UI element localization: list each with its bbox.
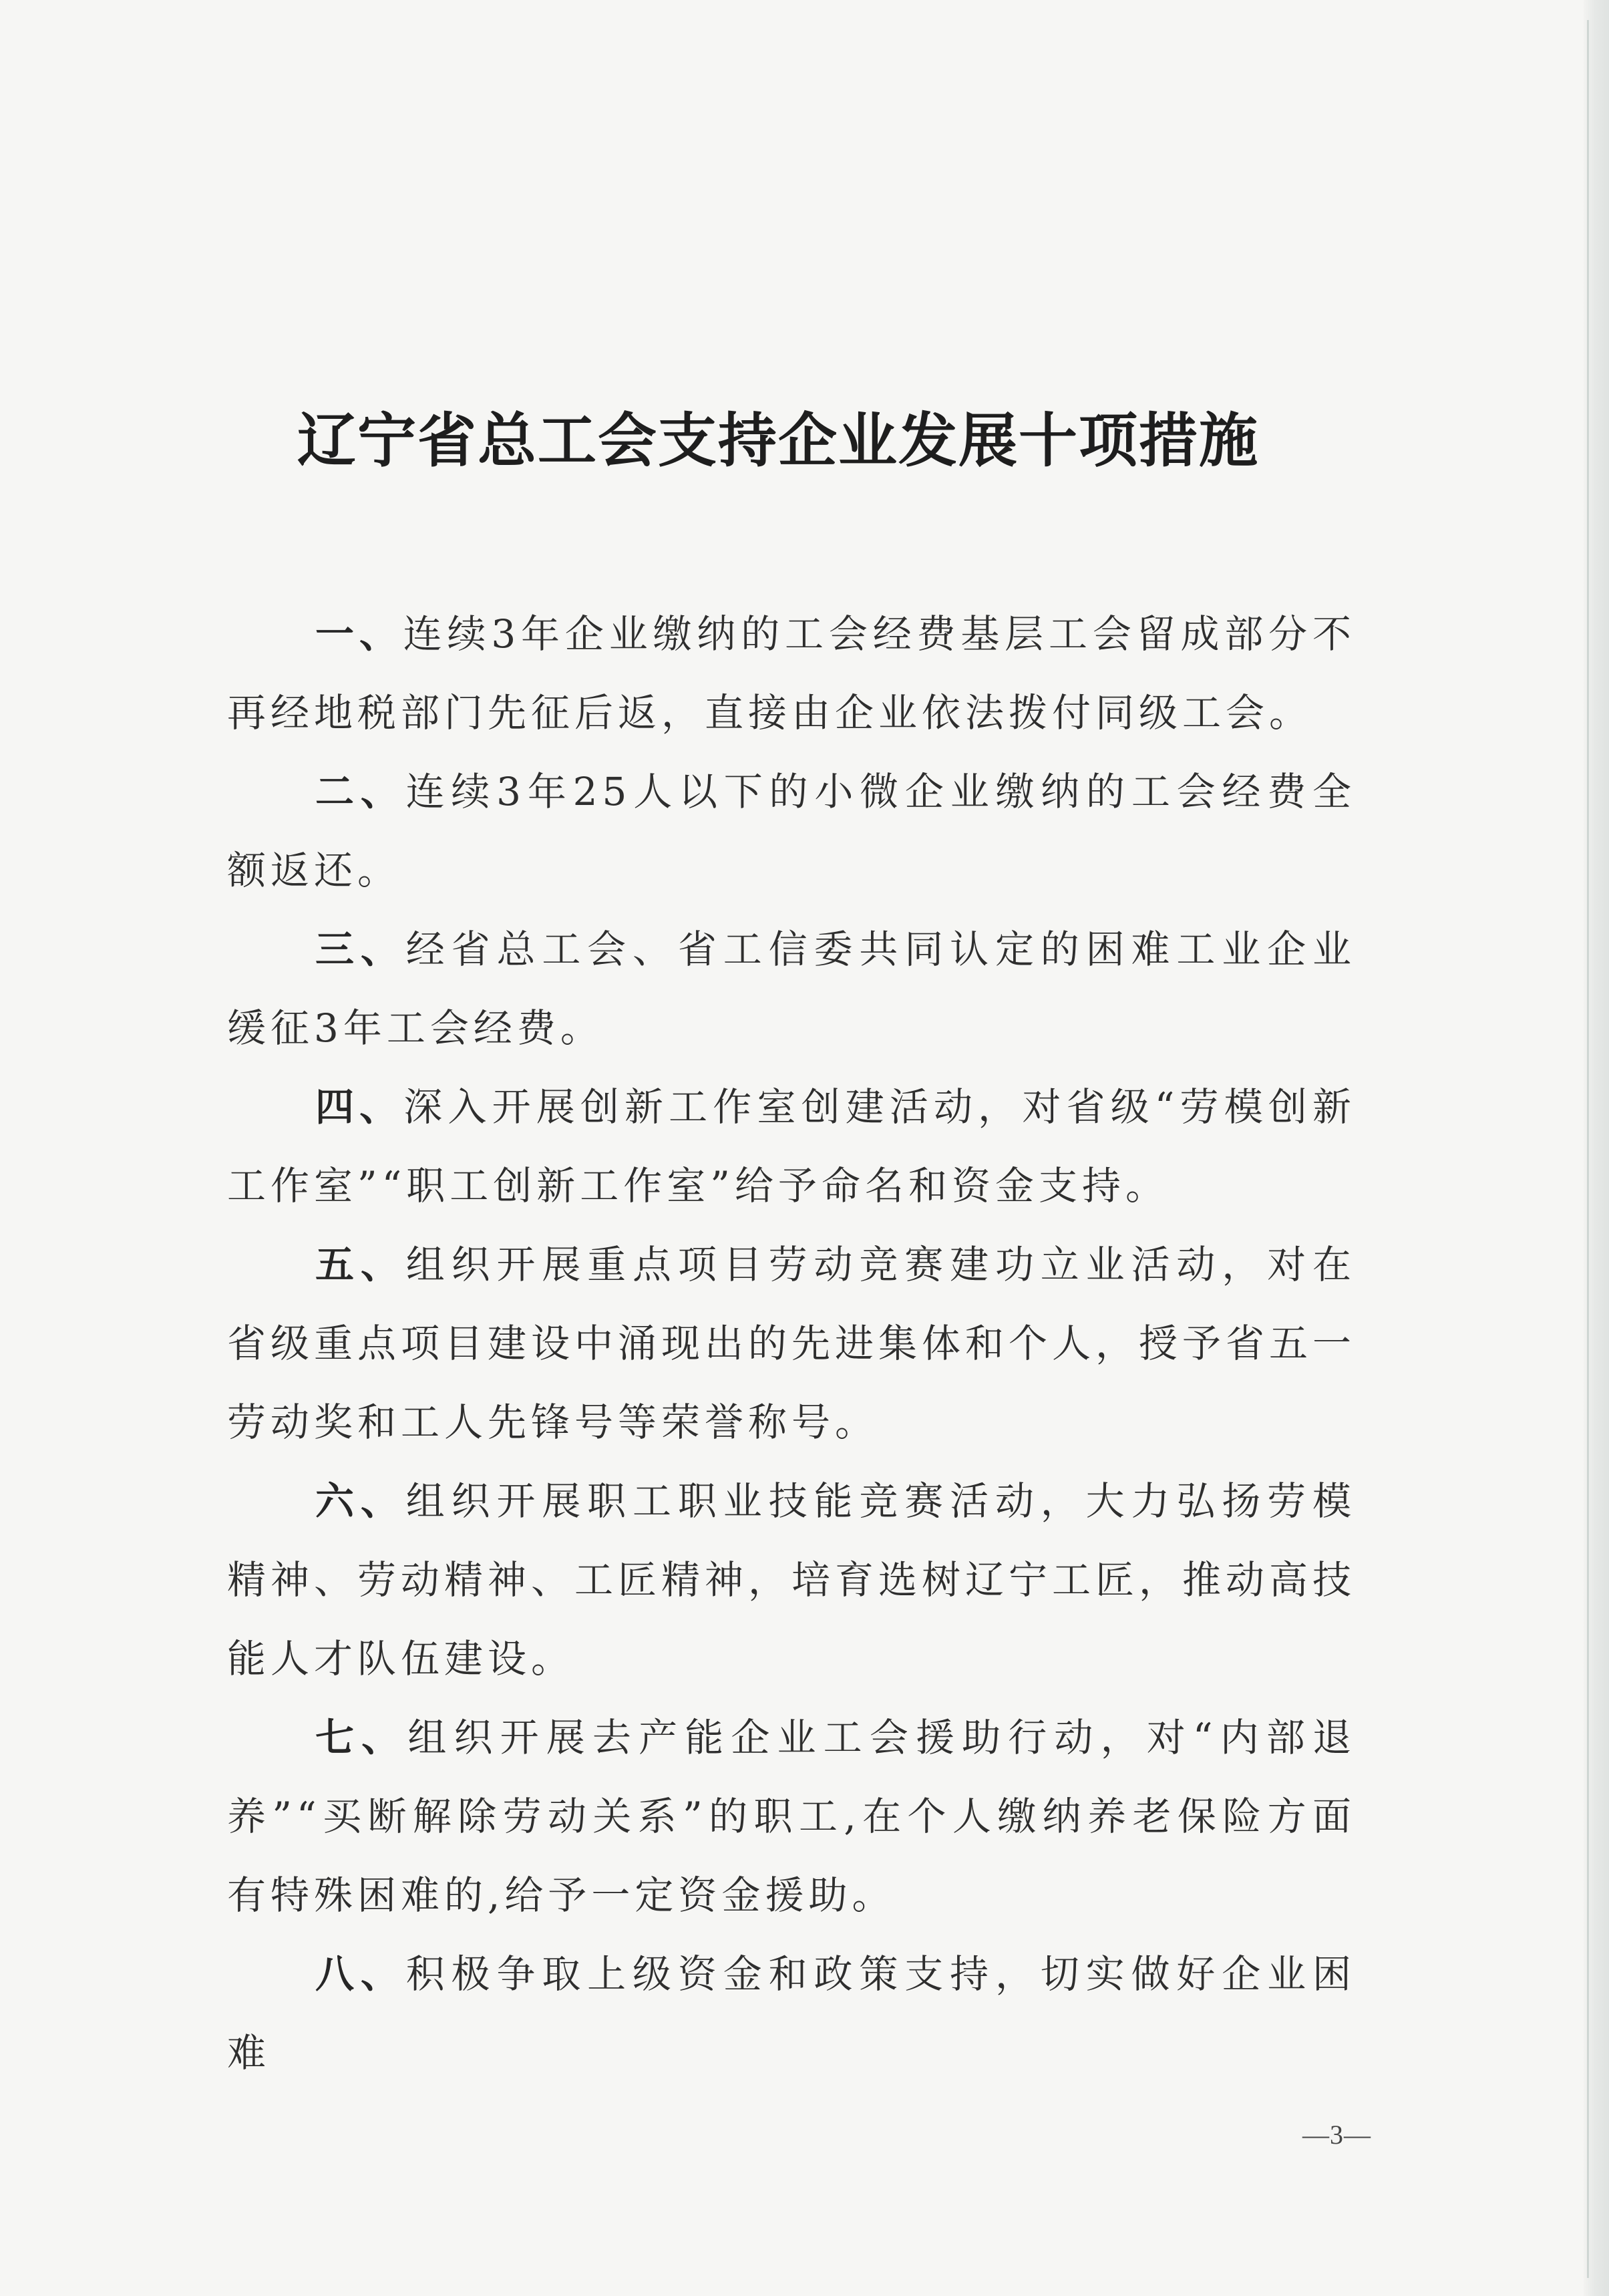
measure-item-7: [227, 1698, 1356, 1935]
scan-edge-line: [1587, 20, 1589, 2278]
item-text: 经省总工会、省工信委共同认定的困难工业企业缓征3年工会经费。: [227, 927, 1356, 1051]
item-number: 三、: [315, 927, 406, 972]
measure-item-1: [227, 595, 1356, 752]
item-text: 组织开展重点项目劳动竞赛建功立业活动，对在省级重点项目建设中涌现出的先进集体和个人，授予省五一劳动奖和工人先锋号等荣誉称号。: [227, 1242, 1357, 1445]
item-text: 深入开展创新工作室创建活动，对省级“劳模创新工作室”“职工创新工作室”给予命名和资金支持。: [227, 1084, 1356, 1208]
item-number: 一、: [315, 611, 403, 657]
item-number: 四、: [315, 1084, 404, 1130]
item-text: 积极争取上级资金和政策支持，切实做好企业困难: [227, 1951, 1356, 2076]
measure-item-2: [227, 752, 1356, 910]
item-text: 组织开展职工职业技能竞赛活动，大力弘扬劳模精神、劳动精神、工匠精神，培育选树辽宁工匠，推动高技能人才队伍建设。: [227, 1478, 1357, 1681]
page-number: —3—: [1302, 2120, 1371, 2150]
document-title: 辽宁省总工会支持企业发展十项措施: [297, 406, 1259, 475]
item-text: 连续3年企业缴纳的工会经费基层工会留成部分不再经地税部门先征后返，直接由企业依法拨付同级工会。: [227, 611, 1356, 735]
item-number: 七、: [315, 1715, 408, 1760]
measure-item-6: [227, 1462, 1356, 1698]
measure-item-4: [227, 1068, 1356, 1225]
item-number: 二、: [315, 769, 406, 814]
measure-item-3: [227, 910, 1356, 1068]
document-body: [227, 595, 1356, 2092]
item-text: 组织开展去产能企业工会援助行动，对“内部退养”“买断解除劳动关系”的职工,在个人缴纳养老保险方面有特殊困难的,给予一定资金援助。: [227, 1715, 1356, 1918]
item-number: 八、: [315, 1951, 406, 1997]
item-number: 五、: [315, 1242, 406, 1287]
measure-item-8: [227, 1935, 1356, 2092]
item-text: 连续3年25人以下的小微企业缴纳的工会经费全额返还。: [227, 769, 1356, 893]
item-number: 六、: [315, 1478, 406, 1524]
measure-item-5: [227, 1225, 1356, 1462]
